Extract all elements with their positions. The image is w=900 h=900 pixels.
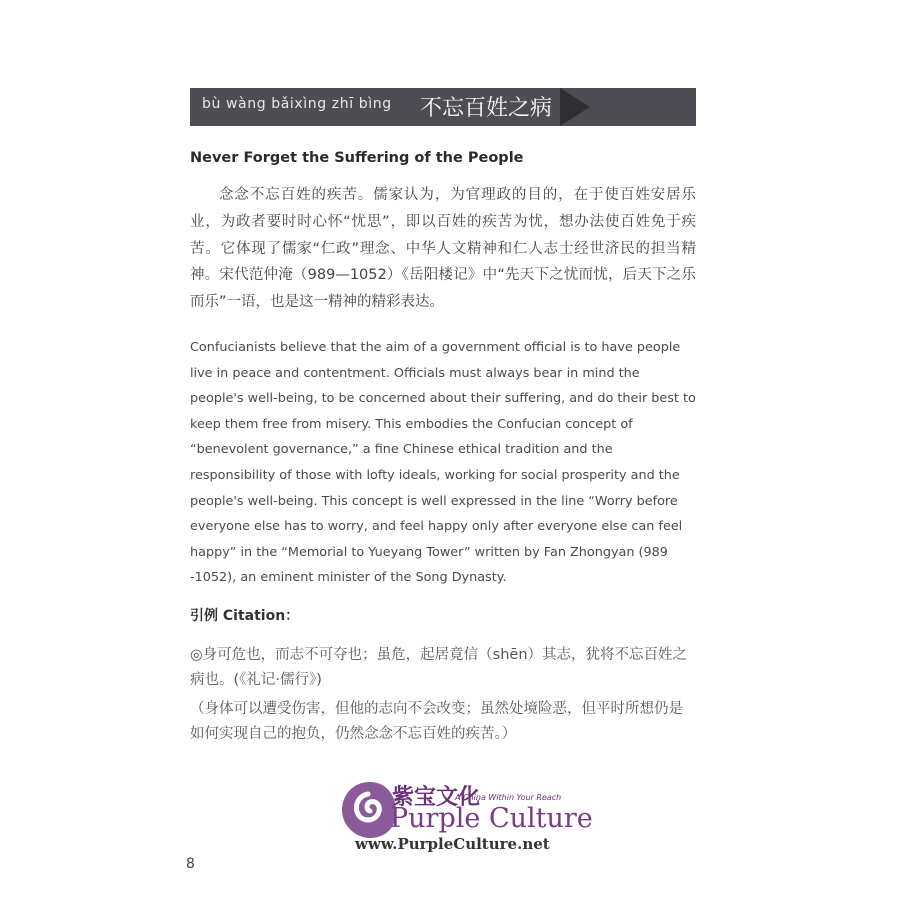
header-title-chinese: 不忘百姓之病 [420, 96, 553, 121]
citation-heading: 引例 Citation： [190, 608, 300, 624]
citation-explanation: （身体可以遭受伤害，但他的志向不会改变；虽然处境险恶，但平时所想仍是如何实现自己的抱负，仍然念念不忘百姓的疾苦。） [190, 701, 683, 742]
chinese-paragraph: 念念不忘百姓的疾苦。儒家认为，为官理政的目的，在于使百姓安居乐业，为政者要时时心怀“忧思”，即以百姓的疾苦为忧，想办法使百姓免于疾苦。它体现了儒家“仁政”理念、中华人文精神和仁人志士经世济民的担当精神。宋代范仲淹（989—1052）《岳阳楼记》中“先天下之忧而忧，后天下之乐而乐”一语，也是这一精神的精彩表达。 [190, 187, 696, 311]
english-title: Never Forget the Suffering of the People [190, 150, 524, 166]
header-pinyin: bù wàng bǎixìng zhī bìng [202, 96, 392, 112]
english-paragraph: Confucianists believe that the aim of a government official is to have people live in peace and contentment. Officials must always bear in mind the people's well-being, to be concerned about their suffering, and do their best to keep them free from misery. This embodies the Confucian concept of “benevolent governance,” a fine Chinese ethical tradition and the responsibility of those with lofty ideals, working for social prosperity and the people's well-being. This concept is well expressed in the line “Worry before everyone else has to worry, and feel happy only after everyone else can feel happy” in the “Memorial to Yueyang Tower” written by Fan Zhongyan (989 -1052), an eminent minister of the Song Dynasty. [190, 340, 696, 586]
watermark-english: Purple Culture [390, 803, 593, 834]
watermark-url[interactable]: www.PurpleCulture.net [355, 835, 550, 853]
page-number: 8 [186, 856, 195, 872]
watermark-chinese: 紫宝文化 [392, 784, 481, 810]
citation-quote: ◎身可危也，而志不可夺也；虽危，起居竟信（shēn）其志，犹将不忘百姓之病也。(《礼记·儒行》) [190, 647, 688, 688]
watermark-tagline: A China Within Your Reach [455, 793, 562, 802]
